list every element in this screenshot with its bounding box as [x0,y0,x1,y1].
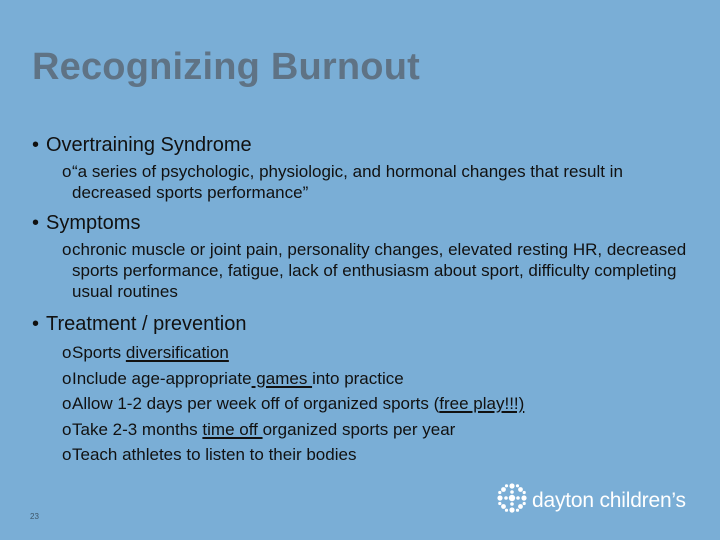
sub-bullet-text [72,417,702,443]
bullet-overtraining-syndrome [32,132,702,158]
bullet-symptoms [32,210,702,236]
bullet-heading: Symptoms [46,212,141,234]
sunburst-logo-icon [496,482,528,519]
text-segment: into practice [312,368,404,388]
text-segment: Teach athletes to listen to their bodies [72,445,357,464]
sub-bullet-marker: o [62,419,72,439]
underlined-text: time off [202,419,263,439]
bullet-marker: • [32,313,40,335]
sub-bullet-marker: o [62,162,72,181]
bullet-heading: Treatment / prevention [46,313,247,335]
bullet-treatment-prevention [32,311,702,337]
sub-bullet-text [72,366,702,392]
bullet-marker: • [32,212,40,234]
sub-bullet-marker: o [62,368,72,388]
sub-bullet-text: chronic muscle or joint pain, personality changes, elevated resting HR, decreased sports performance, fatigue, lack of enthusiasm about sport, difficulty completing usual routines [72,240,687,301]
sub-bullet-definition [62,161,702,203]
sub-bullet-marker: o [62,394,72,413]
logo-wordmark: dayton children’s [532,488,686,512]
page-number: 23 [30,512,39,521]
sub-bullet-marker: o [62,343,72,362]
bullet-marker: • [32,134,40,156]
dayton-childrens-logo [496,482,686,519]
sub-bullet-days-off [62,391,702,417]
sub-bullet-text [72,340,702,366]
slide-title: Recognizing Burnout [32,46,420,88]
sub-bullet-listen-to-bodies [62,442,702,468]
text-segment: Take 2-3 months [72,419,203,439]
sub-bullet-games-in-practice [62,366,702,392]
sub-bullet-sports-diversification [62,340,702,366]
sub-bullet-marker: o [62,240,72,259]
underlined-text: free play!!!) [439,394,525,413]
text-segment: Sports [72,343,126,362]
sub-bullet-text [72,391,702,417]
text-segment: organized sports per year [262,419,456,439]
underlined-text: games [251,368,313,388]
text-segment: Include age-appropriate [72,368,252,388]
text-segment: Allow 1-2 days per week off of organized sports ( [72,394,440,413]
underlined-text: diversification [125,343,229,362]
sub-bullet-text [72,442,702,468]
sub-bullet-marker: o [62,445,72,464]
bullet-heading: Overtraining Syndrome [46,134,252,156]
sub-bullet-months-off [62,417,702,443]
sub-bullet-text: “a series of psychologic, physiologic, and hormonal changes that result in decreased sports performance” [72,162,623,202]
sub-bullet-symptoms-list [62,239,702,302]
slide-body [32,132,702,468]
